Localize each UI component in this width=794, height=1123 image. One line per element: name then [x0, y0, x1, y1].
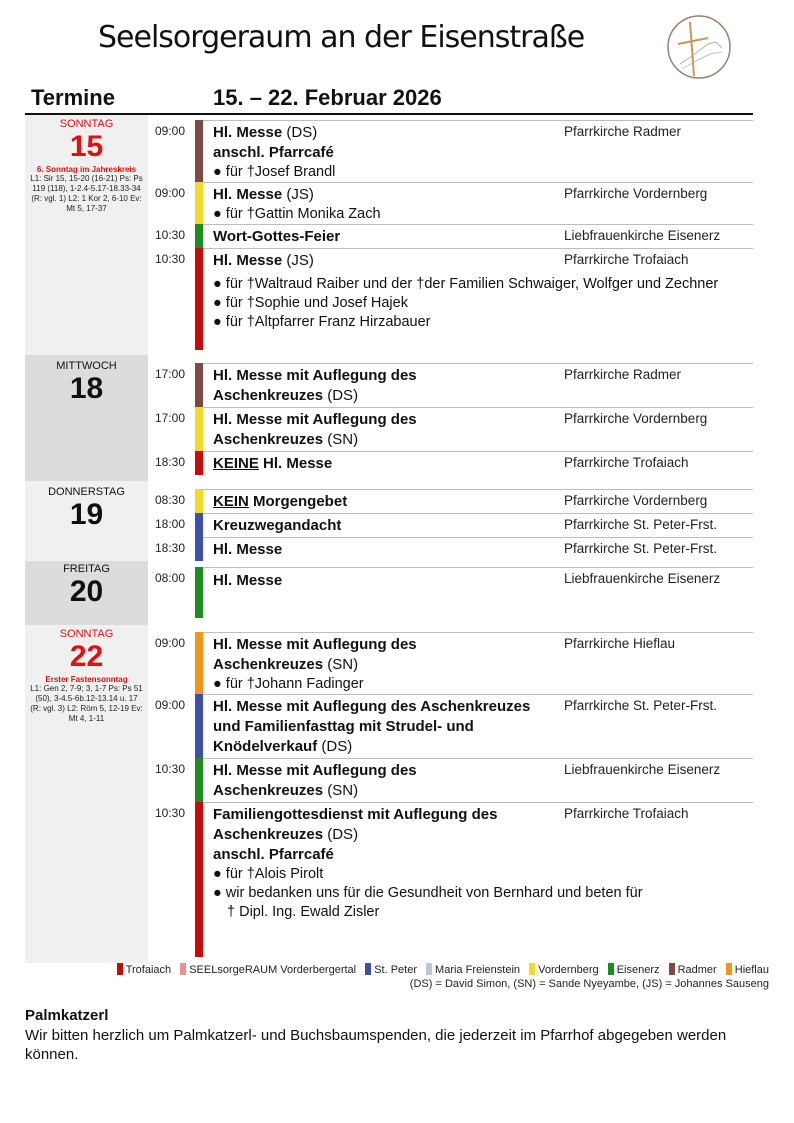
- event-location: Pfarrkirche Vordernberg: [564, 493, 708, 508]
- day-number: 19: [69, 498, 104, 531]
- event-row: [148, 248, 753, 350]
- feast-name: Erster Fastensonntag: [45, 675, 128, 684]
- event-location: Pfarrkirche St. Peter-Frst.: [564, 517, 718, 532]
- event-location: Pfarrkirche St. Peter-Frst.: [564, 541, 718, 556]
- row-divider: [203, 513, 753, 514]
- celebrant: (DS): [286, 124, 318, 141]
- parish-color-bar: [195, 694, 203, 758]
- weekday-label: MITTWOCH: [56, 360, 117, 372]
- event-body: [213, 571, 553, 591]
- event-title: Hl. Messe: [263, 455, 333, 472]
- parish-color-bar: [195, 248, 203, 350]
- day-block-22: [25, 625, 148, 963]
- event-title: Hl. Messe: [213, 124, 283, 141]
- event-row: [148, 224, 753, 248]
- parish-color-bar: [195, 182, 203, 224]
- event-notes: [213, 845, 733, 922]
- event-time: 17:00: [155, 367, 186, 381]
- swatch-icon: [608, 963, 614, 975]
- day-number: 15: [69, 130, 104, 163]
- parish-color-bar: [195, 632, 203, 694]
- feast-name: 6. Sonntag im Jahreskreis: [36, 165, 137, 174]
- event-title: Hl. Messe mit Auflegung des Aschenkreuzes: [213, 411, 417, 448]
- parish-color-bar: [195, 513, 203, 537]
- event-time: 08:30: [155, 493, 186, 507]
- legend-item: SEELsorgeRAUM Vorderbergertal: [189, 964, 357, 976]
- event-row: [148, 567, 753, 618]
- intention: ● für †Sophie und Josef Hajek: [213, 295, 408, 311]
- row-divider: [203, 248, 753, 249]
- event-time: 08:00: [155, 571, 186, 585]
- swatch-icon: [726, 963, 732, 975]
- event-row: [148, 451, 753, 475]
- event-title: Hl. Messe: [213, 572, 283, 589]
- cross-mountain-logo: [666, 14, 732, 80]
- legend-item: St. Peter: [374, 964, 417, 976]
- legend-item: Eisenerz: [616, 964, 660, 976]
- intention: ● für †Gattin Monika Zach: [213, 206, 381, 222]
- date-range: 15. – 22. Februar 2026: [213, 85, 442, 110]
- intention: ● für †Alois Pirolt: [213, 866, 324, 882]
- swatch-icon: [669, 963, 675, 975]
- event-row: [148, 489, 753, 513]
- event-title: Hl. Messe mit Auflegung des Aschenkreuzes und Familienfasttag mit Strudel- und Knödelverkauf: [213, 698, 531, 755]
- event-location: Pfarrkirche Vordernberg: [564, 186, 708, 201]
- weekday-label: DONNERSTAG: [48, 486, 125, 498]
- event-time: 09:00: [155, 186, 186, 200]
- celebrant: (DS): [327, 826, 359, 843]
- event-body: [213, 805, 558, 845]
- event-title: Hl. Messe: [213, 186, 283, 203]
- row-divider: [203, 182, 753, 183]
- event-time: 18:30: [155, 541, 186, 555]
- event-body: [213, 492, 553, 512]
- page-title: Seelsorgeraum an der Eisenstraße: [98, 20, 585, 55]
- row-divider: [203, 537, 753, 538]
- row-divider: [203, 451, 753, 452]
- celebrant: (JS): [286, 252, 314, 269]
- readings: L1: Sir 15, 15-20 (16-21) Ps: Ps 119 (118), 1-2.4-5.17-18.33-34 (R: vgl. 1) L2: 1 Kor 2, 6-10 Ev: Mt 5, 17-37: [30, 174, 143, 213]
- event-body: [213, 540, 553, 560]
- event-title: Hl. Messe mit Auflegung des Aschenkreuzes: [213, 762, 417, 799]
- event-title: Kreuzwegandacht: [213, 517, 342, 534]
- parish-legend: [111, 963, 769, 976]
- event-time: 18:00: [155, 517, 186, 531]
- row-divider: [203, 489, 753, 490]
- row-divider: [203, 407, 753, 408]
- day-block-15: [25, 115, 148, 355]
- event-title: Hl. Messe: [213, 252, 283, 269]
- event-location: Pfarrkirche Vordernberg: [564, 411, 708, 426]
- event-location: Pfarrkirche Radmer: [564, 367, 682, 382]
- celebrant: (DS): [321, 738, 353, 755]
- day-number: 18: [69, 372, 104, 405]
- legend-item: Vordernberg: [538, 964, 599, 976]
- event-time: 09:00: [155, 636, 186, 650]
- notice-title: Palmkatzerl: [25, 1007, 109, 1024]
- weekday-label: SONNTAG: [59, 628, 114, 640]
- row-divider: [203, 224, 753, 225]
- weekday-label: SONNTAG: [59, 118, 114, 130]
- event-body: [213, 454, 553, 474]
- event-extra: anschl. Pfarrcafé: [213, 846, 334, 863]
- event-title: Morgengebet: [253, 493, 348, 510]
- event-location: Pfarrkirche Trofaiach: [564, 455, 689, 470]
- legend-item: Trofaiach: [125, 964, 172, 976]
- row-divider: [203, 802, 753, 803]
- intention: ● für †Waltraud Raiber und der †der Familien Schwaiger, Wolfger und Zechner: [213, 276, 719, 292]
- event-body: [213, 185, 553, 224]
- event-time: 09:00: [155, 698, 186, 712]
- celebrant-legend: (DS) = David Simon, (SN) = Sande Nyeyambe, (JS) = Johannes Sauseng: [409, 978, 769, 990]
- day-block-19: [25, 481, 148, 561]
- event-time: 10:30: [155, 228, 186, 242]
- event-body: [213, 227, 553, 247]
- event-row: [148, 802, 753, 957]
- event-row: [148, 363, 753, 407]
- event-location: Liebfrauenkirche Eisenerz: [564, 762, 721, 777]
- weekday-label: FREITAG: [63, 563, 110, 575]
- celebrant: (SN): [327, 431, 359, 448]
- event-location: Liebfrauenkirche Eisenerz: [564, 571, 721, 586]
- parish-color-bar: [195, 120, 203, 182]
- day-block-20: [25, 561, 148, 625]
- parish-color-bar: [195, 537, 203, 561]
- celebrant: (SN): [327, 782, 359, 799]
- intention: † Dipl. Ing. Ewald Zisler: [227, 904, 380, 920]
- day-number: 22: [69, 640, 104, 673]
- legend-item: Hieflau: [734, 964, 769, 976]
- event-extra: anschl. Pfarrcafé: [213, 144, 334, 161]
- intention: ● für †Josef Brandl: [213, 164, 336, 180]
- cancel-prefix: KEINE: [213, 455, 259, 472]
- intention: ● für †Johann Fadinger: [213, 676, 364, 692]
- event-time: 17:00: [155, 411, 186, 425]
- event-row: [148, 513, 753, 537]
- event-body: [213, 410, 463, 450]
- event-location: Pfarrkirche Hieflau: [564, 636, 676, 651]
- event-row: [148, 758, 753, 802]
- event-location: Pfarrkirche St. Peter-Frst.: [564, 698, 718, 713]
- event-time: 10:30: [155, 762, 186, 776]
- event-row: [148, 537, 753, 561]
- swatch-icon: [365, 963, 371, 975]
- section-label: Termine: [31, 85, 115, 110]
- parish-color-bar: [195, 802, 203, 957]
- event-body: [213, 366, 463, 406]
- swatch-icon: [426, 963, 432, 975]
- event-row: [148, 182, 753, 224]
- celebrant: (SN): [327, 656, 359, 673]
- parish-color-bar: [195, 489, 203, 513]
- legend-item: Maria Freienstein: [435, 964, 521, 976]
- event-location: Liebfrauenkirche Eisenerz: [564, 228, 721, 243]
- event-body: [213, 761, 463, 801]
- row-divider: [203, 567, 753, 568]
- parish-color-bar: [195, 224, 203, 248]
- intention: ● wir bedanken uns für die Gesundheit von Bernhard und beten für: [213, 885, 643, 901]
- day-block-18: [25, 355, 148, 481]
- event-title: Hl. Messe mit Auflegung des Aschenkreuzes: [213, 367, 417, 404]
- readings: L1: Gen 2, 7-9; 3, 1-7 Ps: Ps 51 (50), 3-4.5-6b.12-13.14 u. 17 (R: vgl. 3) L2: Röm 5, 12-19 Ev: Mt 4, 1-11: [30, 684, 143, 723]
- parish-color-bar: [195, 758, 203, 802]
- row-divider: [203, 120, 753, 121]
- event-row: [148, 120, 753, 182]
- parish-color-bar: [195, 567, 203, 618]
- event-row: [148, 694, 753, 758]
- notice-text: Wir bitten herzlich um Palmkatzerl- und Buchsbaumspenden, die jederzeit im Pfarrhof abgegeben werden können.: [25, 1027, 727, 1063]
- event-location: Pfarrkirche Trofaiach: [564, 806, 689, 821]
- event-time: 09:00: [155, 124, 186, 138]
- event-body: [213, 516, 553, 536]
- celebrant: (DS): [327, 387, 359, 404]
- swatch-icon: [529, 963, 535, 975]
- swatch-icon: [117, 963, 123, 975]
- row-divider: [203, 758, 753, 759]
- event-title: Familiengottesdienst mit Auflegung des Aschenkreuzes: [213, 806, 498, 843]
- row-divider: [203, 694, 753, 695]
- event-row: [148, 632, 753, 694]
- row-divider: [203, 363, 753, 364]
- intention: ● für †Altpfarrer Franz Hirzabauer: [213, 314, 431, 330]
- event-title: Hl. Messe mit Auflegung des Aschenkreuzes: [213, 636, 417, 673]
- legend-item: Radmer: [677, 964, 717, 976]
- event-title: Wort-Gottes-Feier: [213, 228, 341, 245]
- cancel-prefix: KEIN: [213, 493, 249, 510]
- day-number: 20: [69, 575, 104, 608]
- event-time: 10:30: [155, 806, 186, 820]
- parish-color-bar: [195, 451, 203, 475]
- event-body: [213, 123, 553, 182]
- event-row: [148, 407, 753, 451]
- event-time: 18:30: [155, 455, 186, 469]
- event-location: Pfarrkirche Trofaiach: [564, 252, 689, 267]
- event-time: 10:30: [155, 252, 186, 266]
- swatch-icon: [180, 963, 186, 975]
- event-body: [213, 635, 463, 694]
- parish-color-bar: [195, 407, 203, 451]
- row-divider: [203, 632, 753, 633]
- event-location: Pfarrkirche Radmer: [564, 124, 682, 139]
- event-body: [213, 697, 553, 757]
- event-title: Hl. Messe: [213, 541, 283, 558]
- celebrant: (JS): [286, 186, 314, 203]
- parish-color-bar: [195, 363, 203, 407]
